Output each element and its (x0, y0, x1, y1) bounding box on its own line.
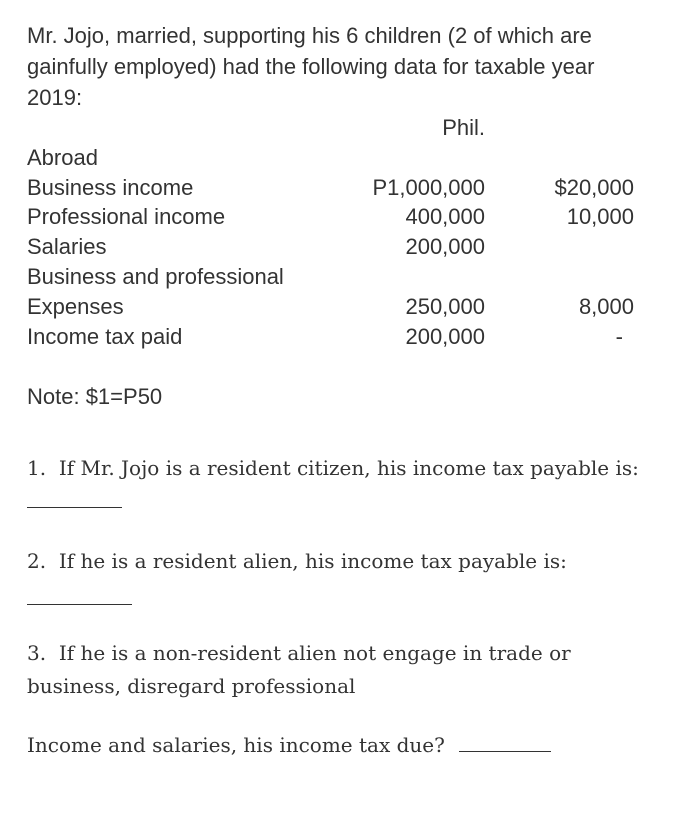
question-3 (27, 637, 647, 703)
row-phil-professional-income: 400,000 (405, 204, 485, 229)
row-abroad-professional-income: 10,000 (566, 204, 634, 229)
question-3-text: If he is a non-resident alien not engage in trade or business, disregard professional (27, 641, 571, 698)
answer-blank-2 (27, 586, 132, 605)
answer-blank-3 (459, 729, 551, 752)
question-3-continued (27, 729, 647, 762)
row-phil-expenses: 250,000 (405, 294, 485, 319)
answer-blank-1 (27, 485, 122, 508)
row-label-business-income: Business income (27, 175, 194, 200)
row-phil-business-income: P1,000,000 (372, 175, 485, 200)
question-1 (27, 452, 647, 518)
row-abroad-business-income: $20,000 (554, 175, 634, 200)
row-phil-income-tax-paid: 200,000 (405, 324, 485, 349)
question-3-continued-text: Income and salaries, his income tax due? (27, 733, 445, 757)
row-label-business-professional: Business and professional (27, 264, 284, 289)
row-label-professional-income: Professional income (27, 204, 226, 229)
exchange-rate-note: Note: $1=P50 (27, 384, 163, 409)
problem-intro: Mr. Jojo, married, supporting his 6 children (2 of which are gainfully employed) had the following data for taxable year 2019: (27, 23, 595, 110)
abroad-column-header: Abroad (27, 145, 98, 170)
phil-column-header: Phil. (442, 115, 485, 140)
row-label-salaries: Salaries (27, 234, 107, 259)
question-3-number: 3. (27, 641, 47, 665)
question-2-text: If he is a resident alien, his income tax payable is: (58, 549, 567, 573)
row-label-income-tax-paid: Income tax paid (27, 324, 183, 349)
question-1-number: 1. (27, 456, 47, 480)
row-label-expenses: Expenses (27, 294, 124, 319)
row-abroad-expenses: 8,000 (578, 294, 634, 319)
question-2 (27, 545, 647, 578)
row-abroad-income-tax-paid: - (615, 324, 623, 349)
question-2-number: 2. (27, 549, 47, 573)
row-phil-salaries: 200,000 (405, 234, 485, 259)
question-1-text: If Mr. Jojo is a resident citizen, his income tax payable is: (58, 456, 639, 480)
